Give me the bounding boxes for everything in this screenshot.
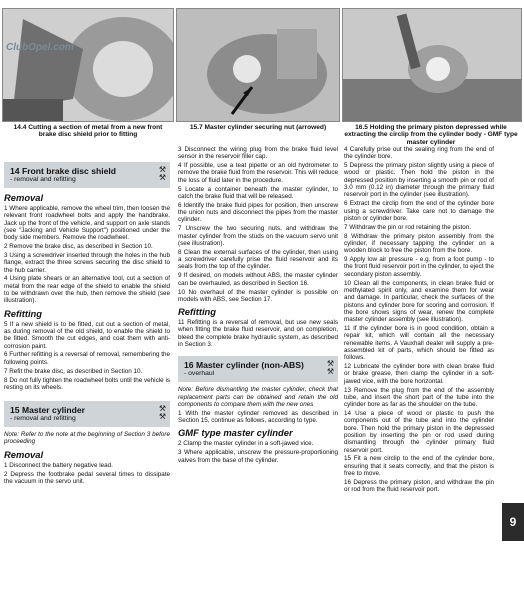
heading-refitting: Refitting (4, 307, 43, 319)
paragraph: 12 Lubricate the cylinder bore with clean brake fluid or brake grease, then clamp the cylinder in a soft-jawed vice, with the bore horizontal. (344, 363, 494, 385)
paragraph: 1 With the master cylinder removed as described in Section 15, continue as follows, according to type. (178, 409, 338, 425)
paragraph: 4 Carefully prise out the sealing ring from the end of the cylinder bore. (344, 146, 494, 161)
paragraph: 5 Locate a container beneath the master cylinder, to catch the brake fluid that will be released. (178, 185, 338, 200)
paragraph: 7 Unscrew the two securing nuts, and withdraw the master cylinder from the studs on the vacuum servo unit (see illustration). (178, 225, 338, 247)
photo-master-cylinder-image (177, 9, 339, 121)
chapter-tab: 9 (502, 503, 524, 541)
heading-refitting: Refitting (178, 306, 217, 318)
paragraph: 10 Clean all the components, in clean brake fluid or methylated spirit only, and examine them for wear and damage. In particular, check the surfaces of the pistons and cylinder bore for scoring and corrosion. If the bore shows signs of wear, renew the complete master cylinder assembly (see illustration). (344, 279, 494, 324)
section-16-note: Note: Before dismantling the master cylinder, check that replacement parts can be obtained and retain the old components to compare them with the new ones (178, 386, 338, 408)
paragraph: 11 Refitting is a reversal of removal, but use new seals when fitting the brake fluid reservoir, and on completion, bleed the complete brake hydraulic system, as described in Section 3. (178, 319, 338, 348)
heading-gmf-type: GMF type master cylinder (178, 427, 293, 439)
paragraph: 13 Remove the plug from the end of the assembly tube, and insert the short part of the tube into the cylinder bore as far as the shoulder on the tube. (344, 386, 494, 409)
site-logo: ClubOpel.com (6, 42, 74, 53)
paragraph: 9 Apply low air pressure - e.g. from a foot pump - to the front fluid reservoir port in the cylinder, to eject the secondary piston assembly. (344, 256, 494, 278)
section-15-note: Note: Refer to the note at the beginning of Section 3 before proceeding (4, 431, 170, 446)
column-2 (178, 146, 338, 465)
photo-brake-disc-shield-image (3, 9, 173, 121)
paragraph: 3 Disconnect the wiring plug from the brake fluid level sensor in the reservoir filler cap. (178, 146, 338, 161)
paragraph: 8 Do not fully tighten the roadwheel bolts until the vehicle is resting on its wheels. (4, 376, 170, 391)
column-3 (344, 146, 494, 495)
difficulty-spanner-icon: ⚒ ⚒ (158, 404, 166, 422)
paragraph: 1 Disconnect the battery negative lead. (4, 461, 113, 469)
heading-removal: Removal (4, 192, 44, 203)
section-16-title: 16 Master cylinder (non-ABS) (184, 360, 304, 371)
section-15-title: 15 Master cylinder (10, 405, 85, 416)
heading-removal: Removal (4, 448, 44, 460)
paragraph: 4 If possible, use a teat pipette or an old hydrometer to remove the brake fluid from the reservoir. This will reduce the loss of fluid later in the procedure. (178, 162, 338, 184)
paragraph: 10 No overhaul of the master cylinder is possible on models with ABS, see Section 17. (178, 288, 338, 303)
section-16-header (178, 356, 338, 382)
paragraph: 6 Further refitting is a reversal of removal, remembering the following points. (4, 351, 170, 366)
column-1 (4, 146, 170, 487)
paragraph: 2 Clamp the master cylinder in a soft-jawed vice. (178, 440, 314, 448)
section-14-title: 14 Front brake disc shield (10, 166, 117, 176)
paragraph: 7 Withdraw the pin or rod retaining the piston. (344, 223, 472, 231)
paragraph: 8 Clean the external surfaces of the cylinder, then using a screwdriver carefully prise the fluid reservoir and its seals from the top of the cylinder. (178, 248, 338, 271)
paragraph: 1 Where applicable, remove the wheel trim, then loosen the relevant front roadwheel bolts and apply the handbrake. Jack up the front of the vehicle, and support on axle stands (see "Jacking and Vehicle Support") positioned under the body side members. Remove the roadwheel. (4, 205, 170, 242)
paragraph: 16 Depress the primary piston, and withdraw the pin or rod from the fluid reservoir port. (344, 478, 494, 494)
photo-primary-piston-image (343, 9, 521, 121)
difficulty-spanner-icon: ⚒ ⚒ (326, 359, 334, 377)
paragraph: 5 If a new shield is to be fitted, cut out a section of metal, as during removal of the old shield, to enable the shield to be fitted. Smooth the cut edges, and coat them with anti-corrosion paint. (4, 320, 170, 350)
paragraph: 2 Depress the footbrake pedal several times to dissipate the vacuum in the servo unit. (4, 470, 170, 485)
photo-brake-disc-shield (2, 8, 174, 122)
section-15-subtitle: - removal and refitting (10, 415, 76, 423)
photo-master-cylinder (176, 8, 340, 122)
caption-16-5: 16.5 Holding the primary piston depressed while extracting the circlip from the cylinder body - GMF type master cylinder (344, 124, 518, 146)
paragraph: 4 Using plate shears or an alternative tool, cut a section of metal from the rear edge of the shield to enable the shield to be withdrawn over the hub, then remove the shield (see illustration). (4, 275, 170, 305)
section-16-subtitle: - overhaul (184, 370, 215, 378)
paragraph: 14 Use a piece of wood or plastic to push the components out of the tube and into the cylinder bore. Then hold the primary piston in the depressed position by inserting the pin or rod used during dismantling through the cylinder primary fluid reservoir port. (344, 410, 494, 454)
paragraph: 2 Remove the brake disc, as described in Section 10. (4, 243, 153, 251)
paragraph: 5 Depress the primary piston slightly using a piece of wood or plastic. Then hold the piston in the depressed position by inserting a smooth pin or rod of 3.0 mm (0.12 in) diameter through the primary fluid reservoir port in the cylinder (see illustration). (344, 162, 494, 199)
paragraph: 3 Using a screwdriver inserted through the holes in the hub flange, extract the three screws securing the disc shield to the hub carrier. (4, 251, 170, 274)
paragraph: 9 If desired, on models without ABS, the master cylinder can be overhauled, as described in Section 16. (178, 272, 338, 287)
section-14-header (4, 162, 170, 188)
paragraph: 6 Extract the circlip from the end of the cylinder bore using a screwdriver. Take care not to damage the piston or cylinder bore. (344, 200, 494, 222)
paragraph: 15 Fit a new circlip to the end of the cylinder bore, ensuring that it seats correctly, and that the piston is free to move. (344, 455, 494, 477)
paragraph: 3 Where applicable, unscrew the pressure-proportioning valves from the base of the cylinder. (178, 449, 338, 464)
section-15-header (4, 401, 170, 427)
photo-primary-piston (342, 8, 522, 122)
paragraph: 7 Refit the brake disc, as described in Section 10. (4, 367, 143, 375)
paragraph: 6 Identify the brake fluid pipes for position, then unscrew the union nuts and disconnect the pipes from the master cylinder. (178, 201, 338, 224)
caption-15-7: 15.7 Master cylinder securing nut (arrowed) (189, 124, 327, 131)
paragraph: 11 If the cylinder bore is in good condition, obtain a repair kit, which will contain all the necessary renewable items. A Vauxhall dealer will supply a pre-assembled kit of parts, which should be fitted as follows. (344, 324, 494, 362)
difficulty-spanner-icon: ⚒ ⚒ (158, 165, 166, 182)
paragraph: 8 Withdraw the primary piston assembly from the cylinder, if necessary tapping the cylinder on a wooden block to free the piston from the bore. (344, 232, 494, 255)
section-14-subtitle: - removal and refitting (10, 176, 76, 183)
caption-14-4: 14.4 Cutting a section of metal from a new front brake disc shield prior to fitting (13, 124, 163, 139)
